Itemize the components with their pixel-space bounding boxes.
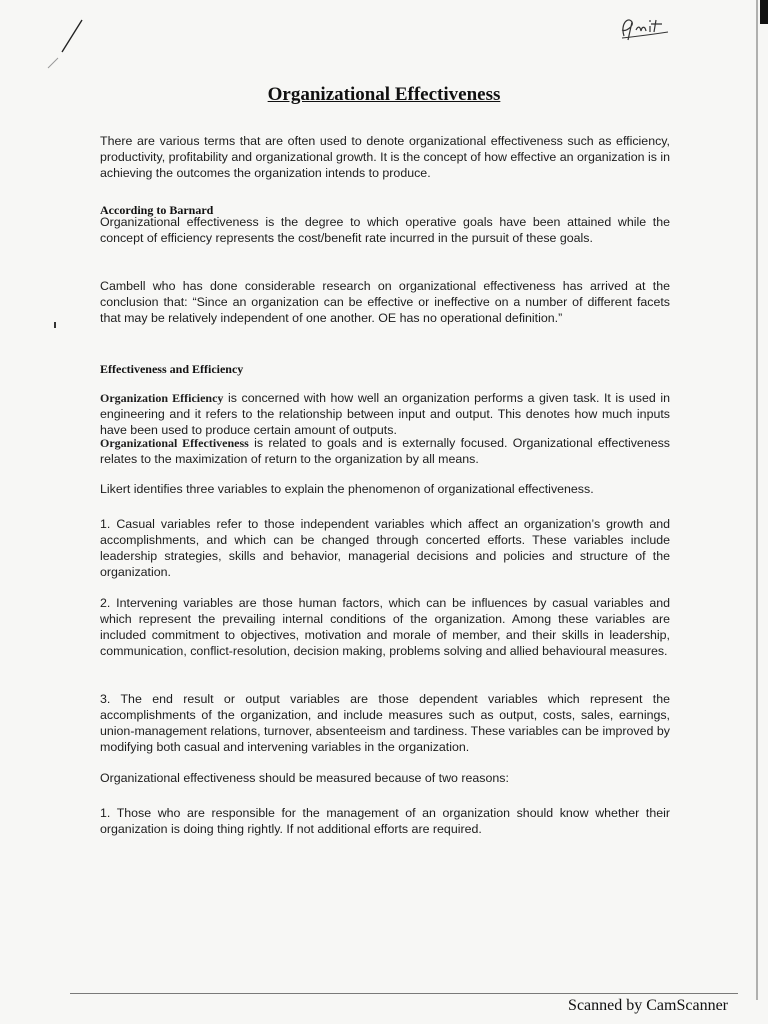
signature-mark [610,6,680,46]
efficiency-paragraph [100,390,670,438]
two-reasons-paragraph: Organizational effectiveness should be measured because of two reasons: [100,771,509,785]
item-intervening-variables: 2. Intervening variables are those human factors, which can be influences by casual variables and which represent the prevailing internal conditions of the organization. Among these variables are included commitment to objectives, motivation and morale of member, and their skills in leadership, communication, conflict-resolution, decision making, problems solving and allied behavioural measures. [100,596,670,658]
intro-paragraph: There are various terms that are often used to denote organizational effectiveness such as efficiency, productivity, profitability and organizational growth. It is the concept of how effective an organization is in achieving the outcomes the organization intends to produce. [100,134,670,180]
cambell-paragraph: Cambell who has done considerable research on organizational effectiveness has arrived at the conclusion that: “Since an organization can be effective or ineffective on a number of different facets that may be relatively independent of one another. OE has no operational definition.” [100,279,670,325]
likert-paragraph: Likert identifies three variables to explain the phenomenon of organizational effectiveness. [100,482,594,496]
scan-edge-line [756,0,758,1000]
pen-mark-icon [44,14,104,74]
effectiveness-efficiency-heading: Effectiveness and Efficiency [100,362,244,376]
effectiveness-text: is related to goals and is externally focused. Organizational effectiveness relates to the maximization of return to the organization by all means. [100,436,670,466]
effectiveness-paragraph [100,435,670,467]
scan-speck [54,322,56,328]
page-title: Organizational Effectiveness [267,84,501,105]
scan-edge-shadow [760,0,768,24]
barnard-heading: According to Barnard [100,203,214,217]
item-casual-variables: 1. Casual variables refer to those independent variables which affect an organization’s growth and accomplishments, and which can be changed through concerted efforts. These variables include leadership strategies, skills and behavior, managerial decisions and policies and structure of the organization. [100,517,670,579]
barnard-paragraph: Organizational effectiveness is the degree to which operative goals have been attained while the concept of efficiency represents the cost/benefit rate incurred in the pursuit of these goals. [100,215,670,245]
efficiency-term: Organization Efficiency [100,391,224,405]
reason-one-paragraph: 1. Those who are responsible for the management of an organization should know whether their organization is doing thing rightly. If not additional efforts are required. [100,806,670,836]
effectiveness-term: Organizational Effectiveness [100,436,249,450]
efficiency-text: is concerned with how well an organization performs a given task. It is used in engineering and it refers to the relationship between input and output. This denotes how much inputs have been used to produce certain amount of outputs. [100,391,670,437]
bottom-rule [70,993,738,994]
scanner-watermark: Scanned by CamScanner [568,997,728,1014]
item-end-result-variables: 3. The end result or output variables are those dependent variables which represent the accomplishments of the organization, and include measures such as output, costs, sales, earnings, union-management relations, turnover, absenteeism and tardiness. These variables can be improved by modifying both casual and intervening variables in the organization. [100,692,670,754]
